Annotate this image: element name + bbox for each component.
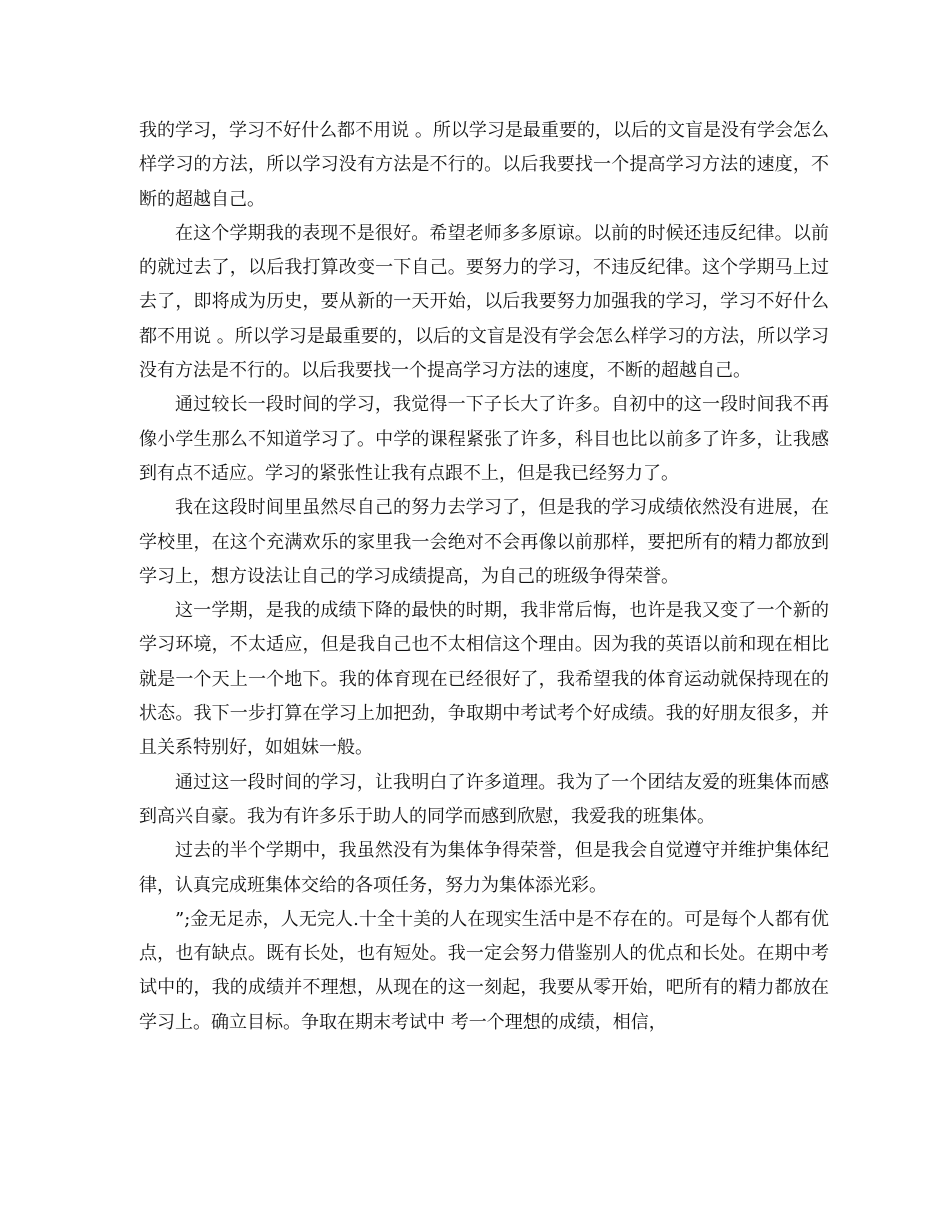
paragraph-3: 通过较长一段时间的学习，我觉得一下子长大了许多。自初中的这一段时间我不再像小学生那么不知道学习了。中学的课程紧张了许多，科目也比以前多了许多，让我感到有点不适应。学习的紧张性让我有点跟不上，但是我已经努力了。 xyxy=(139,394,829,484)
paragraph-5: 这一学期，是我的成绩下降的最快的时期，我非常后悔，也许是我又变了一个新的学习环境，不太适应，但是我自己也不太相信这个理由。因为我的英语以前和现在相比就是一个天上一个地下。我的体育现在已经很好了，我希望我的体育运动就保持现在的状态。我下一步打算在学习上加把劲，争取期中考试考个好成绩。我的好朋友很多，并且关系特别好，如姐妹一般。 xyxy=(139,600,829,759)
paragraph-7: 过去的半个学期中，我虽然没有为集体争得荣誉，但是我会自觉遵守并维护集体纪律，认真完成班集体交给的各项任务，努力为集体添光彩。 xyxy=(139,840,829,896)
paragraph-2: 在这个学期我的表现不是很好。希望老师多多原谅。以前的时候还违反纪律。以前的就过去了，以后我打算改变一下自己。要努力的学习，不违反纪律。这个学期马上过去了，即将成为历史，要从新的一天开始，以后我要努力加强我的学习，学习不好什么都不用说 。所以学习是最重要的，以后的文盲是没有学会怎么样学习的方法，所以学习没有方法是不行的。以后我要找一个提高学习方法的速度，不断的超越自己。 xyxy=(139,222,829,382)
paragraph-6: 通过这一段时间的学习，让我明白了许多道理。我为了一个团结友爱的班集体而感到高兴自豪。我为有许多乐于助人的同学而感到欣慰，我爱我的班集体。 xyxy=(139,771,829,827)
paragraph-4: 我在这段时间里虽然尽自己的努力去学习了，但是我的学习成绩依然没有进展，在学校里，在这个充满欢乐的家里我一会绝对不会再像以前那样，要把所有的精力都放到学习上，想方设法让自己的学习成绩提高，为自己的班级争得荣誉。 xyxy=(139,497,829,587)
paragraph-1: 我的学习，学习不好什么都不用说 。所以学习是最重要的，以后的文盲是没有学会怎么样学习的方法，所以学习没有方法是不行的。以后我要找一个提高学习方法的速度，不断的超越自己。 xyxy=(139,120,829,210)
paragraph-8: ”;金无足赤，人无完人.十全十美的人在现实生活中是不存在的。可是每个人都有优点，也有缺点。既有长处，也有短处。我一定会努力借鉴别人的优点和长处。在期中考试中的，我的成绩并不理想，从现在的这一刻起，我要从零开始，吧所有的精力都放在学习上。确立目标。争取在期末考试中 考一个理想的成绩，相信， xyxy=(139,908,829,1033)
document-body xyxy=(139,114,829,1040)
